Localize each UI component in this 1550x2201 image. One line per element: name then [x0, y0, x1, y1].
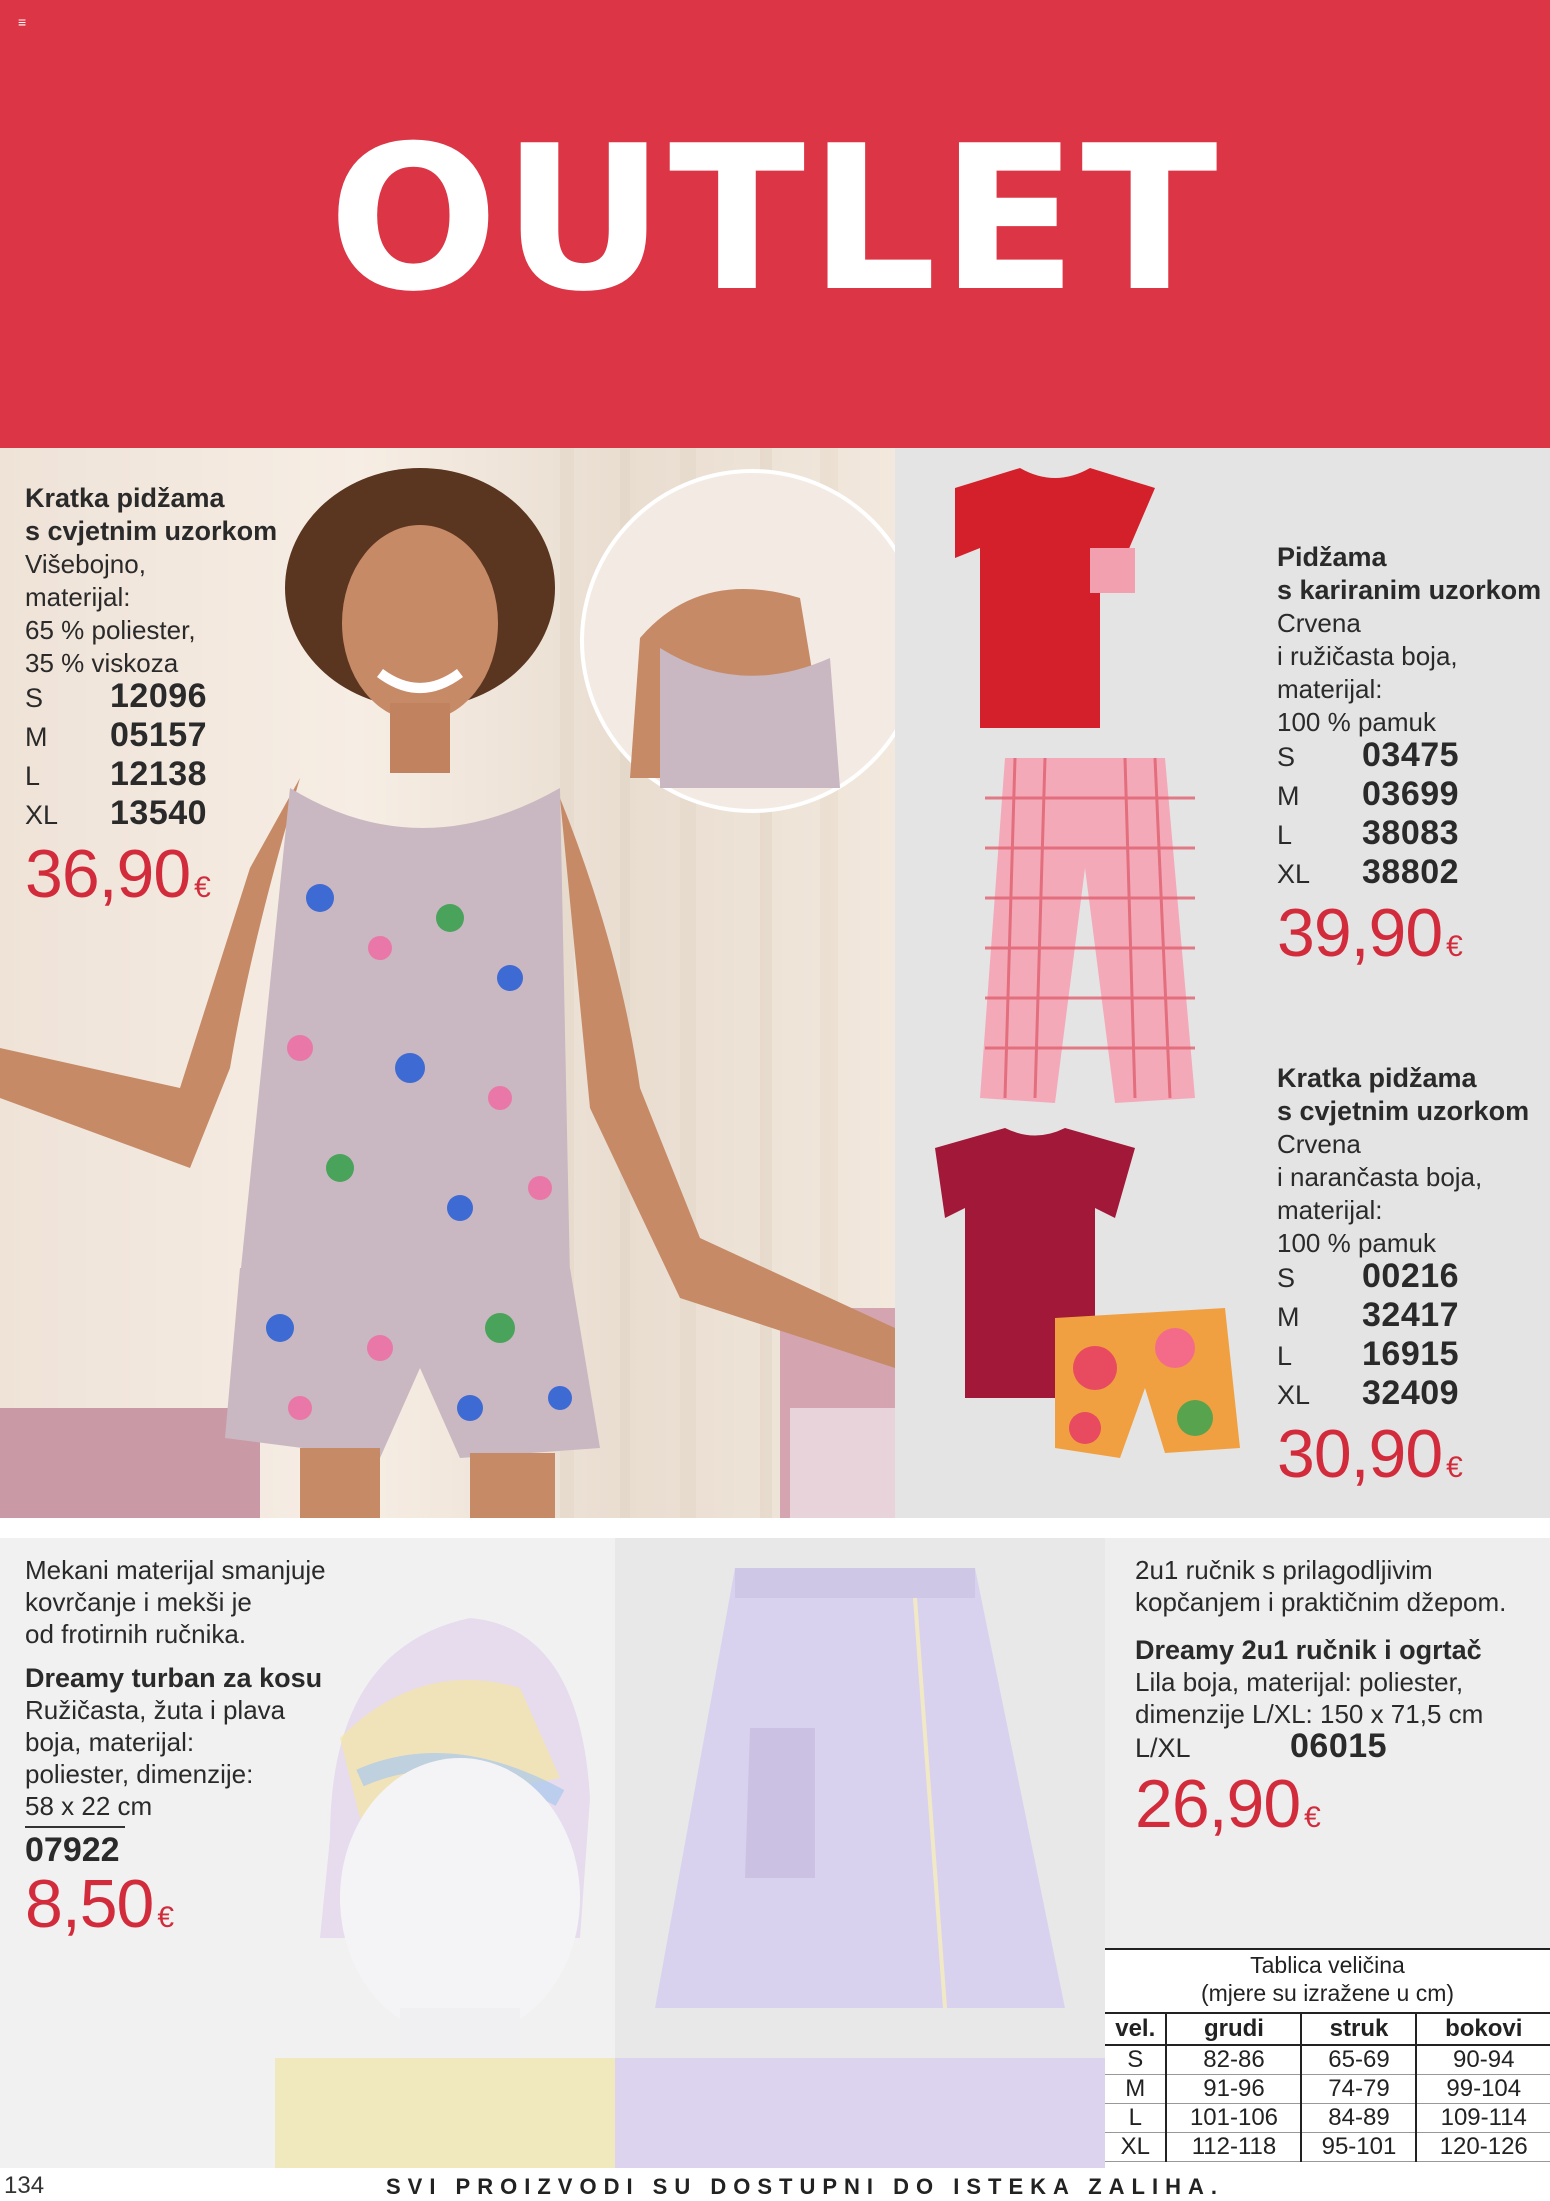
product-code: 38802 — [1362, 853, 1460, 891]
table-header-row — [1105, 2013, 1550, 2045]
product-desc: materijal: — [1277, 674, 1383, 704]
product-code: 13540 — [110, 794, 208, 832]
product-desc: 100 % pamuk — [1277, 707, 1436, 737]
product-floral-multicolor — [25, 482, 277, 926]
table-cell: 84-89 — [1301, 2104, 1416, 2133]
size-row — [25, 755, 277, 797]
size-chart — [1105, 1948, 1550, 2168]
table-cell: 109-114 — [1416, 2104, 1550, 2133]
product-code: 12096 — [110, 677, 208, 715]
product-desc: 65 % poliester, — [25, 615, 196, 645]
product-desc: Višebojno, — [25, 549, 146, 579]
product-intro: kovrčanje i mekši je — [25, 1587, 252, 1617]
towel-photo — [615, 1538, 1105, 2168]
product-code: 06015 — [1290, 1727, 1388, 1765]
table-cell: 120-126 — [1416, 2133, 1550, 2162]
price-value: 39,90 — [1277, 895, 1443, 971]
table-cell: 74-79 — [1301, 2075, 1416, 2104]
table-cell: M — [1105, 2075, 1166, 2104]
size-label: M — [1277, 1302, 1300, 1332]
product-code: 07922 — [25, 1831, 120, 1869]
header-cell: grudi — [1166, 2013, 1301, 2045]
currency: € — [157, 1901, 174, 1934]
towel-illustration — [615, 1538, 1105, 2168]
section-divider — [0, 1518, 1550, 1538]
product-intro: Mekani materijal smanjuje — [25, 1555, 326, 1585]
size-label: XL — [1277, 1380, 1311, 1410]
size-label: L — [1277, 1341, 1293, 1371]
table-row — [1105, 2045, 1550, 2075]
product-name: Pidžama — [1277, 542, 1387, 572]
size-row — [1277, 814, 1541, 856]
table-row — [1105, 2075, 1550, 2104]
table-cell: 101-106 — [1166, 2104, 1301, 2133]
size-row — [25, 794, 277, 836]
price-value: 8,50 — [25, 1866, 154, 1942]
check-pocket — [1090, 548, 1135, 593]
product-code: 12138 — [110, 755, 208, 793]
price — [1277, 895, 1541, 985]
divider-rule — [25, 1826, 125, 1828]
size-label: L — [1277, 820, 1293, 850]
size-row — [1277, 1296, 1529, 1338]
size-label: XL — [1277, 859, 1311, 889]
size-label: S — [1277, 742, 1296, 772]
product-desc: dimenzije L/XL: 150 x 71,5 cm — [1135, 1699, 1484, 1729]
size-label: L — [25, 761, 41, 791]
table-cell: S — [1105, 2045, 1166, 2075]
size-row — [25, 716, 277, 758]
header-cell: struk — [1301, 2013, 1416, 2045]
price — [25, 836, 277, 926]
product-desc: materijal: — [25, 582, 131, 612]
product-intro: 2u1 ručnik s prilagodljivim — [1135, 1555, 1433, 1585]
currency: € — [194, 871, 210, 904]
table-cell: 91-96 — [1166, 2075, 1301, 2104]
price-value: 26,90 — [1135, 1766, 1301, 1842]
product-intro: kopčanjem i praktičnim džepom. — [1135, 1587, 1507, 1617]
product-code: 05157 — [110, 716, 208, 754]
outlet-banner — [0, 0, 1550, 448]
product-code: 03699 — [1362, 775, 1460, 813]
product-desc: poliester, dimenzije: — [25, 1759, 254, 1789]
product-code: 00216 — [1362, 1257, 1460, 1295]
table-cell: 112-118 — [1166, 2133, 1301, 2162]
product-desc: Ružičasta, žuta i plava — [25, 1695, 286, 1725]
size-row — [1277, 736, 1541, 778]
size-row — [1135, 1727, 1506, 1766]
price — [1277, 1416, 1529, 1506]
size-row — [25, 677, 277, 719]
menu-icon[interactable]: ≡ — [18, 14, 27, 30]
price — [1135, 1766, 1506, 1856]
product-name: Kratka pidžama — [1277, 1063, 1477, 1093]
currency: € — [1446, 1451, 1462, 1484]
product-desc: 35 % viskoza — [25, 648, 179, 678]
size-label: S — [1277, 1263, 1296, 1293]
table-cell: XL — [1105, 2133, 1166, 2162]
product-intro: od frotirnih ručnika. — [25, 1619, 247, 1649]
product-code: 32409 — [1362, 1374, 1460, 1412]
size-label: XL — [25, 800, 59, 830]
product-checked-pyjama — [1277, 541, 1541, 985]
table-cell: 95-101 — [1301, 2133, 1416, 2162]
price-value: 30,90 — [1277, 1416, 1443, 1492]
product-name-line2: s cvjetnim uzorkom — [1277, 1096, 1530, 1126]
table-cell: 99-104 — [1416, 2075, 1550, 2104]
availability-note: SVI PROIZVODI SU DOSTUPNI DO ISTEKA ZALIHA. — [385, 2174, 1224, 2199]
size-row — [1277, 775, 1541, 817]
price-value: 36,90 — [25, 836, 191, 912]
product-desc: boja, materijal: — [25, 1727, 195, 1757]
product-towel-robe — [1135, 1554, 1506, 1856]
size-label: S — [25, 683, 44, 713]
product-name-line2: s cvjetnim uzorkom — [25, 516, 278, 546]
product-code: 38083 — [1362, 814, 1460, 852]
product-desc: 100 % pamuk — [1277, 1228, 1436, 1258]
table-row — [1105, 2104, 1550, 2133]
product-code: 32417 — [1362, 1296, 1460, 1334]
header-cell: bokovi — [1416, 2013, 1550, 2045]
size-chart-table — [1105, 2012, 1550, 2162]
table-cell: 65-69 — [1301, 2045, 1416, 2075]
product-name: Dreamy 2u1 ručnik i ogrtač — [1135, 1635, 1482, 1665]
size-row — [1277, 1335, 1529, 1377]
header-cell: vel. — [1105, 2013, 1166, 2045]
product-desc: Lila boja, materijal: poliester, — [1135, 1667, 1464, 1697]
size-row — [1277, 1257, 1529, 1299]
product-desc: Crvena — [1277, 608, 1361, 638]
table-row — [1105, 2133, 1550, 2162]
table-cell: L — [1105, 2104, 1166, 2133]
size-chart-title: Tablica veličina — [1250, 1952, 1405, 1978]
product-code: 16915 — [1362, 1335, 1460, 1373]
product-code: 03475 — [1362, 736, 1460, 774]
table-cell: 82-86 — [1166, 2045, 1301, 2075]
product-name: Dreamy turban za kosu — [25, 1663, 323, 1693]
size-label: M — [25, 722, 48, 752]
product-turban — [25, 1554, 326, 1956]
table-cell: 90-94 — [1416, 2045, 1550, 2075]
product-desc: materijal: — [1277, 1195, 1383, 1225]
page-number: 134 — [4, 2172, 45, 2199]
product-floral-red — [1277, 1062, 1529, 1506]
size-chart-subtitle: (mjere su izražene u cm) — [1200, 1980, 1455, 2006]
product-desc: Crvena — [1277, 1129, 1361, 1159]
size-label: L/XL — [1135, 1733, 1191, 1763]
product-desc: i ružičasta boja, — [1277, 641, 1458, 671]
size-row — [1277, 1374, 1529, 1416]
size-row — [1277, 853, 1541, 895]
product-name-line2: s kariranim uzorkom — [1277, 575, 1542, 605]
product-desc: 58 x 22 cm — [25, 1791, 153, 1821]
price — [25, 1866, 326, 1956]
page-title: OUTLET — [328, 103, 1222, 336]
currency: € — [1446, 930, 1462, 963]
product-name: Kratka pidžama — [25, 483, 225, 513]
currency: € — [1304, 1801, 1320, 1834]
product-desc: i narančasta boja, — [1277, 1162, 1483, 1192]
size-label: M — [1277, 781, 1300, 811]
